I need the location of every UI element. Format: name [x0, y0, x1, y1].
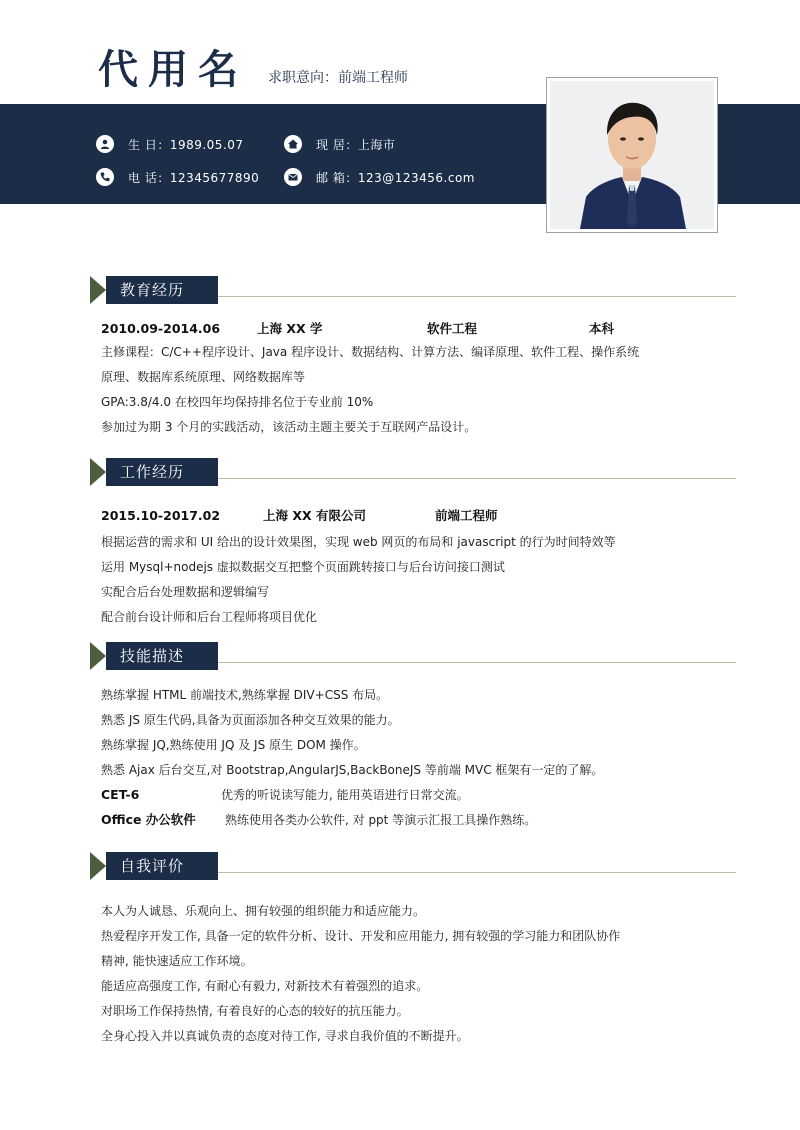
- section-arrow-icon: [90, 852, 106, 880]
- self-line: 本人为人诚恳、乐观向上、拥有较强的组织能力和适应能力。: [101, 904, 426, 918]
- work-line: 配合前台设计师和后台工程师将项目优化: [101, 610, 318, 624]
- self-line: 全身心投入并以真诚负责的态度对待工作, 寻求自我价值的不断提升。: [101, 1029, 469, 1043]
- section-arrow-icon: [90, 642, 106, 670]
- section-divider: [218, 296, 736, 297]
- skill-line: 熟练掌握 JQ,熟练使用 JQ 及 JS 原生 DOM 操作。: [101, 738, 366, 752]
- work-line: 根据运营的需求和 UI 给出的设计效果图，实现 web 网页的布局和 javascript 的行为时间特效等: [101, 535, 616, 549]
- education-line: GPA:3.8/4.0 在校四年均保持排名位于专业前 10%: [101, 395, 374, 409]
- education-line: 原理、数据库系统原理、网络数据库等: [101, 370, 306, 384]
- education-line: 参加过为期 3 个月的实践活动，该活动主题主要关于互联网产品设计。: [101, 420, 477, 434]
- work-position: 前端工程师: [435, 508, 498, 523]
- office-label: Office 办公软件: [101, 812, 196, 827]
- work-heading: [90, 458, 736, 486]
- resume-name: 代用名: [98, 46, 248, 93]
- phone-text: 电 话：12345677890: [128, 170, 260, 185]
- work-line: 实配合后台处理数据和逻辑编写: [101, 585, 270, 599]
- office-text: 熟练使用各类办公软件, 对 ppt 等演示汇报工具操作熟练。: [225, 813, 537, 827]
- education-title: 教育经历: [106, 276, 218, 304]
- skill-line: 熟悉 JS 原生代码,具备为页面添加各种交互效果的能力。: [101, 713, 400, 727]
- phone-info: [96, 168, 259, 186]
- section-arrow-icon: [90, 276, 106, 304]
- education-line: 主修课程：C/C++程序设计、Java 程序设计、数据结构、计算方法、编译原理、软件工程、操作系统: [101, 345, 640, 359]
- self-title: 自我评价: [106, 852, 218, 880]
- work-title: 工作经历: [106, 458, 218, 486]
- home-icon: [284, 135, 302, 153]
- work-company: 上海 XX 有限公司: [263, 508, 366, 523]
- self-line: 对职场工作保持热情, 有着良好的心态的较好的抗压能力。: [101, 1004, 409, 1018]
- section-arrow-icon: [90, 458, 106, 486]
- section-divider: [218, 662, 736, 663]
- birthday-info: [96, 135, 244, 153]
- email-text: 邮 箱：123@123456.com: [316, 170, 475, 185]
- skill-line: 熟练掌握 HTML 前端技术,熟练掌握 DIV+CSS 布局。: [101, 688, 389, 702]
- profile-photo: [546, 77, 718, 233]
- portrait-image: [550, 81, 714, 229]
- education-heading: [90, 276, 736, 304]
- email-info: [284, 168, 475, 186]
- work-period: 2015.10-2017.02: [101, 508, 221, 523]
- residence-text: 现 居：上海市: [316, 137, 396, 152]
- mail-icon: [284, 168, 302, 186]
- section-divider: [218, 872, 736, 873]
- education-school: 上海 XX 学: [257, 321, 323, 336]
- self-line: 热爱程序开发工作, 具备一定的软件分析、设计、开发和应用能力, 拥有较强的学习能力和团队协作: [101, 929, 621, 943]
- skills-heading: [90, 642, 736, 670]
- work-line: 运用 Mysql+nodejs 虚拟数据交互把整个页面跳转接口与后台访问接口测试: [101, 560, 505, 574]
- education-period: 2010.09-2014.06: [101, 321, 221, 336]
- job-objective: 求职意向：前端工程师: [268, 70, 408, 86]
- education-major: 软件工程: [427, 321, 478, 336]
- section-divider: [218, 478, 736, 479]
- self-line: 能适应高强度工作, 有耐心有毅力, 对新技术有着强烈的追求。: [101, 979, 429, 993]
- skill-line: 熟悉 Ajax 后台交互,对 Bootstrap,AngularJS,BackBoneJS 等前端 MVC 框架有一定的了解。: [101, 763, 604, 777]
- birthday-text: 生 日：1989.05.07: [128, 137, 244, 152]
- skills-title: 技能描述: [106, 642, 218, 670]
- phone-icon: [96, 168, 114, 186]
- self-heading: [90, 852, 736, 880]
- user-icon: [96, 135, 114, 153]
- education-degree: 本科: [589, 321, 615, 336]
- cet-text: 优秀的听说读写能力, 能用英语进行日常交流。: [221, 788, 469, 802]
- residence-info: [284, 135, 395, 153]
- cet-label: CET-6: [101, 787, 140, 802]
- self-line: 精神, 能快速适应工作环境。: [101, 954, 253, 968]
